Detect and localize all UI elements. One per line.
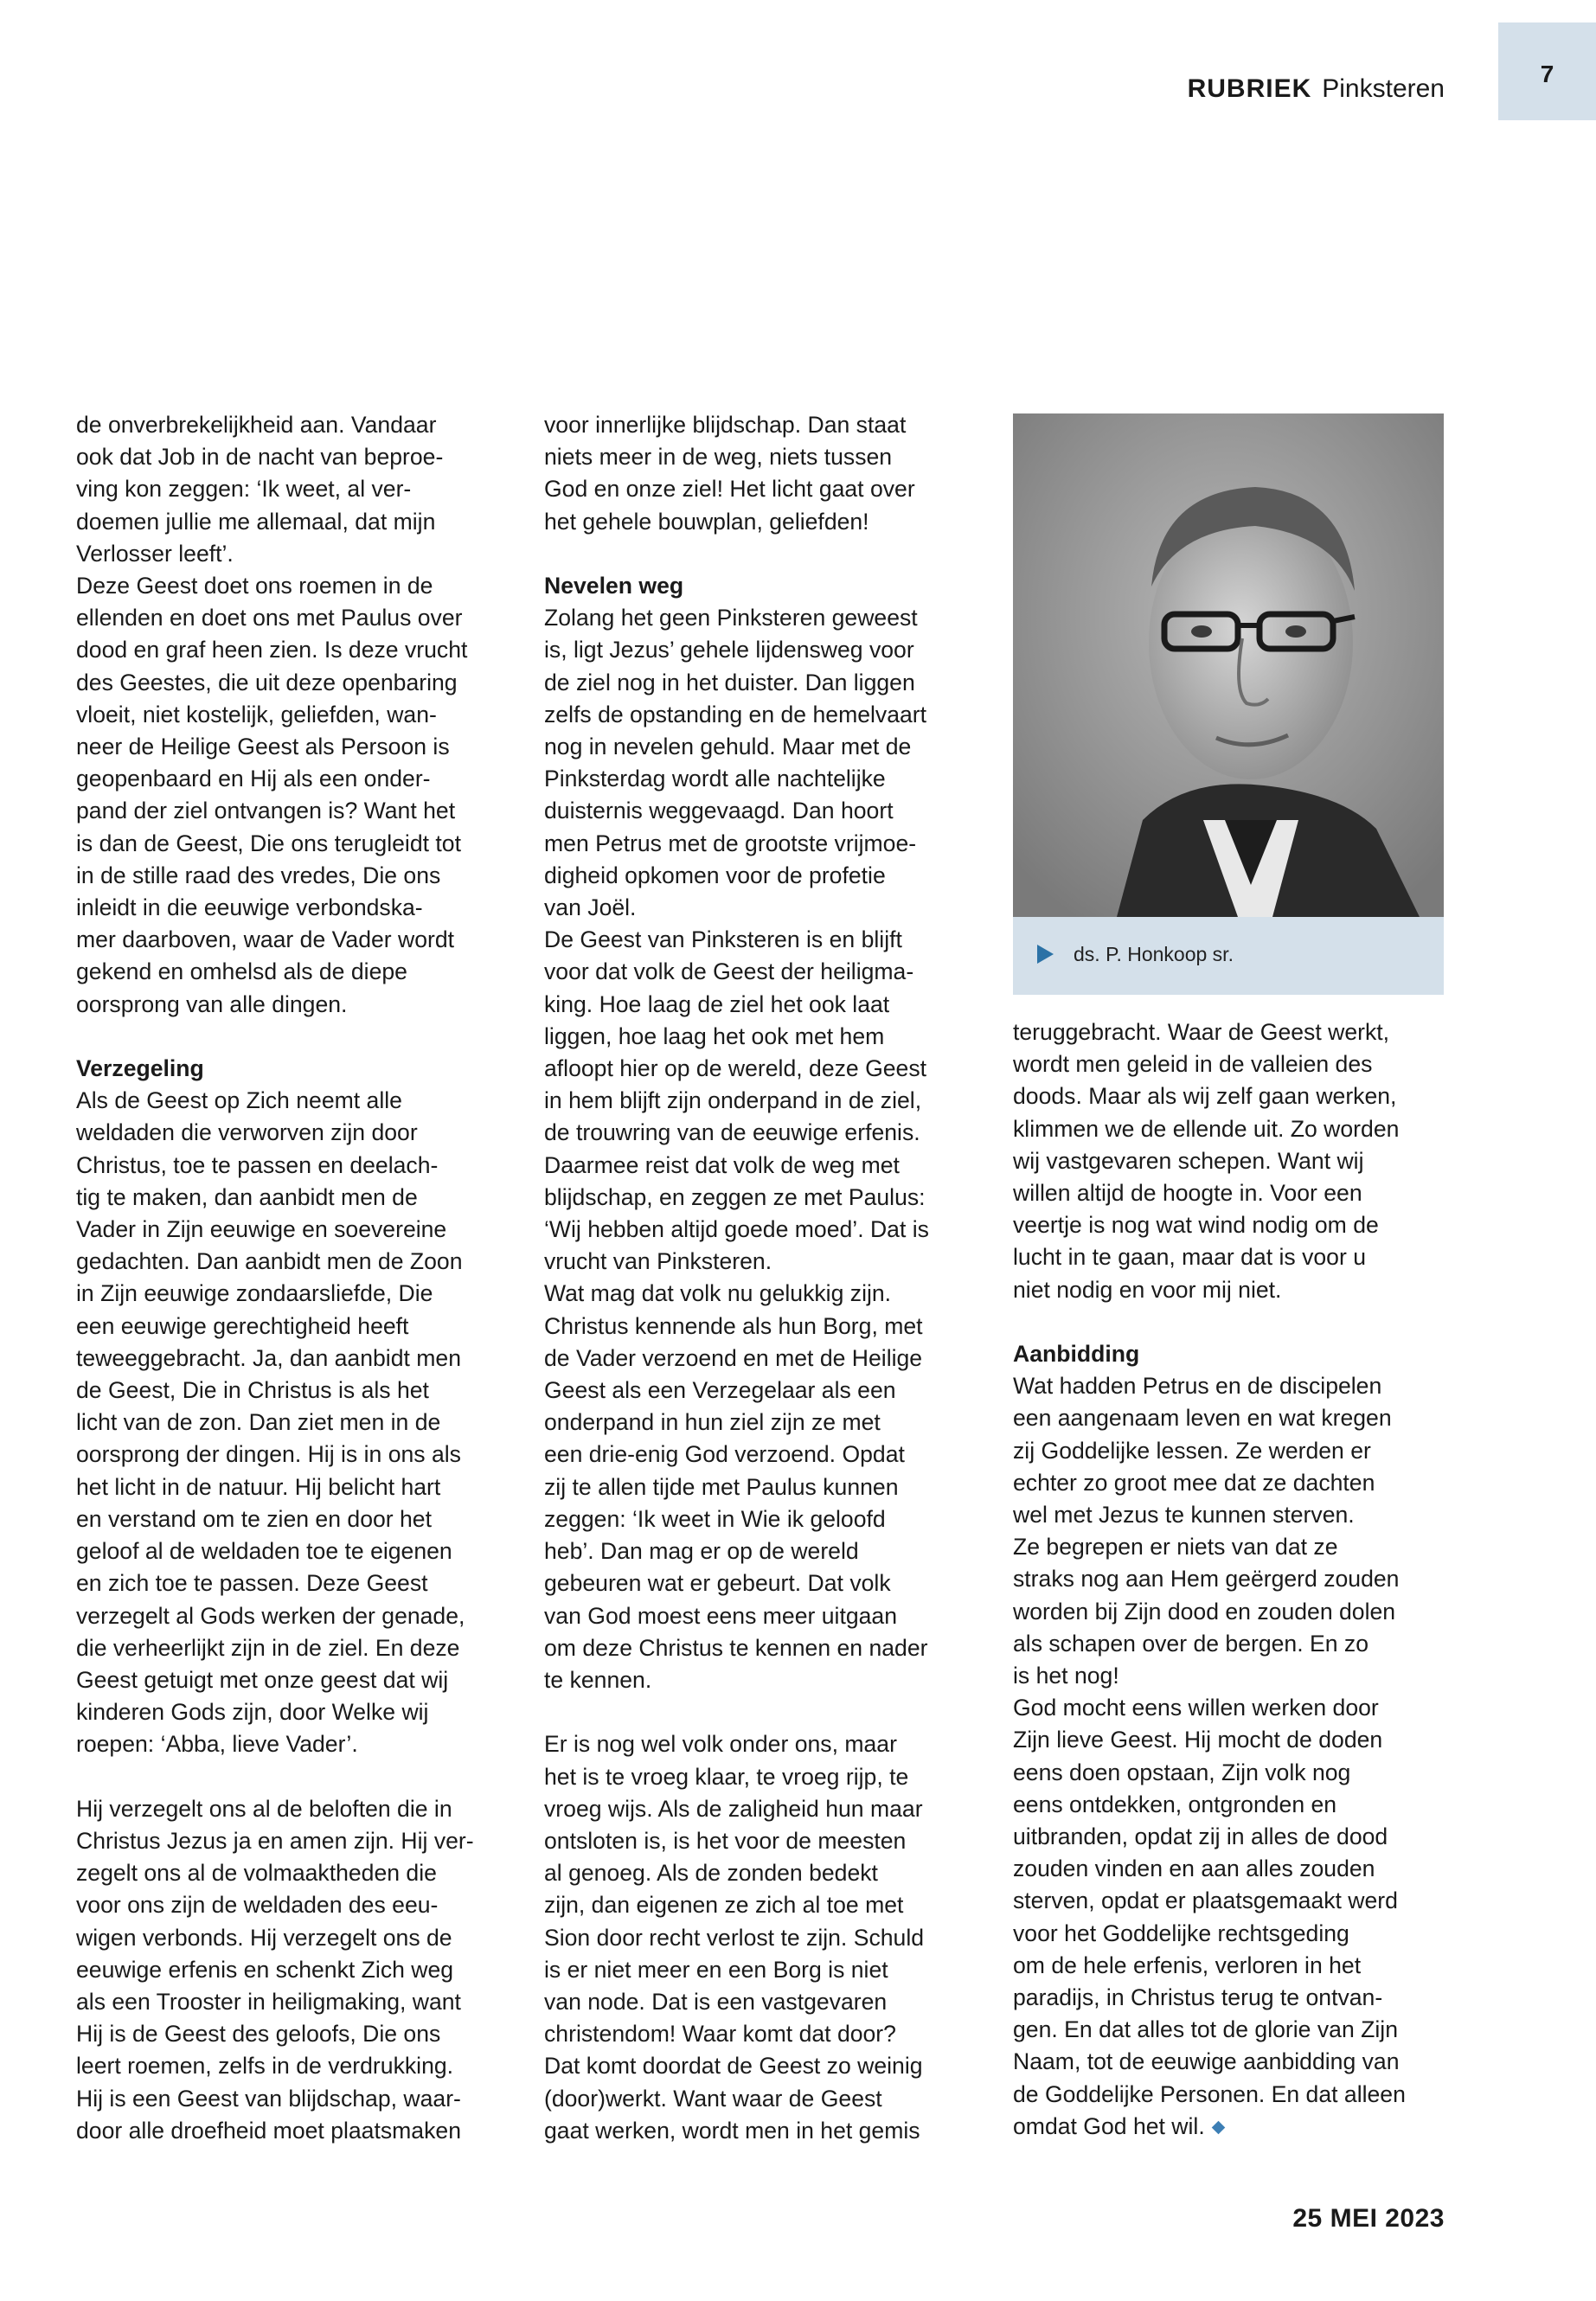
text-line: ellenden en doet ons met Paulus over [76,605,463,631]
text-line: Sion door recht verlost te zijn. Schuld [544,1924,925,1951]
text-line: ‘Wij hebben altijd goede moed’. Dat is [544,1216,929,1243]
play-triangle-icon [1037,945,1054,964]
text-line: is dan de Geest, Die ons terugleidt tot [76,830,461,856]
text-line: doods. Maar als wij zelf gaan werken, [1013,1083,1397,1110]
paragraph-final [1013,1370,1450,2143]
text-line: Christus kennende als hun Borg, met [544,1312,923,1339]
running-header [1188,74,1445,104]
text-line: is er niet meer en een Borg is niet [544,1956,888,1983]
text-line: men Petrus met de grootste vrijmoe- [544,830,917,856]
paragraph [544,1728,994,2147]
text-line: het licht in de natuur. Hij belicht hart [76,1473,441,1500]
issue-date: 25 MEI 2023 [1292,2204,1445,2233]
text-line: voor innerlijke blijdschap. Dan staat [544,412,907,438]
text-line: door alle droefheid moet plaatsmaken [76,2117,461,2144]
text-line: van God moest eens meer uitgaan [544,1602,898,1629]
text-line: tig te maken, dan aanbidt men de [76,1183,418,1210]
text-line: Dat komt doordat de Geest zo weinig [544,2053,923,2080]
text-line: is, ligt Jezus’ gehele lijdensweg voor [544,637,914,663]
text-line: gaat werken, wordt men in het gemis [544,2117,920,2144]
text-line: veertje is nog wat wind nodig om de [1013,1212,1379,1239]
text-line: heb’. Dan mag er op de wereld [544,1538,859,1565]
text-line: om de hele erfenis, verloren in het [1013,1952,1362,1978]
text-line: wordt men geleid in de valleien des [1013,1051,1373,1078]
end-diamond-icon [1211,2121,1225,2135]
paragraph [76,409,526,1021]
text-line: die verheerlijkt zijn in de ziel. En deze [76,1634,460,1661]
text-line: het is te vroeg klaar, te vroeg rijp, te [544,1763,909,1790]
text-line: Verlosser leeft’. [76,540,234,567]
text-line: mer daarboven, waar de Vader wordt [76,926,455,953]
text-line: zij te allen tijde met Paulus kunnen [544,1473,899,1500]
text-line: inleidt in die eeuwige verbondska- [76,894,423,921]
text-line: de ziel nog in het duister. Dan liggen [544,669,915,695]
text-line: van node. Dat is een vastgevaren [544,1988,888,2015]
text-line: (door)werkt. Want waar de Geest [544,2085,882,2112]
text-line: echter zo groot mee dat ze dachten [1013,1469,1375,1496]
text-line: vloeit, niet kostelijk, geliefden, wan- [76,701,437,727]
text-line: oorsprong van alle dingen. [76,990,348,1017]
text-line: wel met Jezus te kunnen sterven. [1013,1502,1355,1529]
text-line: neer de Heilige Geest als Persoon is [76,734,450,760]
text-line: om deze Christus te kennen en nader [544,1634,928,1661]
text-line: de trouwring van de eeuwige erfenis. [544,1119,920,1146]
text-line: pand der ziel ontvangen is? Want het [76,798,456,824]
text-line: Naam, tot de eeuwige aanbidding van [1013,2048,1400,2075]
text-line: geopenbaard en Hij als een onder- [76,766,431,792]
paragraph [544,602,994,1696]
text-line: in hem blijft zijn onderpand in de ziel, [544,1087,922,1114]
text-line: zelfs de opstanding en de hemelvaart [544,701,927,727]
article-column-1 [76,409,526,2147]
text-line: gebeuren wat er gebeurt. Dat volk [544,1570,891,1597]
text-line: zouden vinden en aan alles zouden [1013,1856,1375,1882]
text-line: Zijn lieve Geest. Hij mocht de doden [1013,1727,1383,1753]
text-line: de Vader verzoend en met de Heilige [544,1344,923,1371]
text-line: christendom! Waar komt dat door? [544,2021,896,2048]
text-line: Christus, toe te passen en deelach- [76,1151,439,1178]
text-line: zeggen: ‘Ik weet in Wie ik geloofd [544,1505,886,1532]
text-line: eeuwige erfenis en schenkt Zich weg [76,1956,454,1983]
text-line: een eeuwige gerechtigheid heeft [76,1312,409,1339]
text-line: Geest getuigt met onze geest dat wij [76,1666,449,1693]
text-line: Hij verzegelt ons al de beloften die in [76,1795,452,1822]
text-line: ving kon zeggen: ‘Ik weet, al ver- [76,476,412,503]
text-line: in de stille raad des vredes, Die ons [76,862,441,888]
text-line: Wat mag dat volk nu gelukkig zijn. [544,1280,892,1307]
text-line: vrucht van Pinksteren. [544,1248,772,1275]
portrait-illustration [1013,413,1444,917]
text-line: als schapen over de bergen. En zo [1013,1630,1368,1657]
text-line: het gehele bouwplan, geliefden! [544,508,869,535]
text-line: eens ontdekken, ontgronden en [1013,1791,1337,1817]
text-line: de Goddelijke Personen. En dat alleen [1013,2080,1406,2107]
paragraph [76,1085,526,1760]
text-line: eens doen opstaan, Zijn volk nog [1013,1759,1351,1785]
text-line: is het nog! [1013,1663,1119,1689]
text-line: paradijs, in Christus terug te ontvan- [1013,1984,1383,2011]
text-line: gen. En dat alles tot de glorie van Zijn [1013,2016,1398,2043]
text-line: digheid opkomen voor de profetie [544,862,886,888]
text-line: dood en graf heen zien. Is deze vrucht [76,637,468,663]
text-line: straks nog aan Hem geërgerd zouden [1013,1566,1400,1593]
subheading-verzegeling: Verzegeling [76,1055,204,1082]
text-line: God mocht eens willen werken door [1013,1695,1379,1721]
text-line: teweeggebracht. Ja, dan aanbidt men [76,1344,462,1371]
text-line: Zolang het geen Pinksteren geweest [544,605,918,631]
portrait-photo [1013,413,1444,917]
text-line: te kennen. [544,1666,652,1693]
text-line: lucht in te gaan, maar dat is voor u [1013,1244,1366,1271]
text-line: Wat hadden Petrus en de discipelen [1013,1373,1382,1400]
text-line: Ze begrepen er niets van dat ze [1013,1534,1338,1561]
text-line: teruggebracht. Waar de Geest werkt, [1013,1019,1390,1045]
text-line: afloopt hier op de wereld, deze Geest [544,1055,927,1082]
text-line: zijn, dan eigenen ze zich al toe met [544,1892,904,1919]
paragraph [1013,1016,1450,1306]
text-line: king. Hoe laag de ziel het ook laat [544,990,890,1017]
text-line: een aangenaam leven en wat kregen [1013,1405,1392,1432]
text-line: Daarmee reist dat volk de weg met [544,1151,900,1178]
text-line: wij vastgevaren schepen. Want wij [1013,1147,1364,1174]
text-line: in Zijn eeuwige zondaarsliefde, Die [76,1280,433,1307]
subheading-aanbidding: Aanbidding [1013,1341,1140,1368]
text-line: onderpand in hun ziel zijn ze met [544,1409,881,1436]
text-line: Hij is de Geest des geloofs, Die ons [76,2021,441,2048]
text-line: de onverbrekelijkheid aan. Vandaar [76,412,437,438]
text-line: en verstand om te zien en door het [76,1505,432,1532]
text-line: omdat God het wil. [1013,2111,1450,2143]
article-column-3 [1013,1016,1450,2143]
text-line: nog in nevelen gehuld. Maar met de [544,734,912,760]
text-line: Pinksterdag wordt alle nachtelijke [544,766,886,792]
text-line: vroeg wijs. Als de zaligheid hun maar [544,1795,923,1822]
text-line: roepen: ‘Abba, lieve Vader’. [76,1731,358,1758]
text-line: niets meer in de weg, niets tussen [544,444,893,471]
article-column-2 [544,409,994,2147]
text-line: des Geestes, die uit deze openbaring [76,669,458,695]
text-line: worden bij Zijn dood en zouden dolen [1013,1598,1396,1625]
text-line: sterven, opdat er plaatsgemaakt werd [1013,1888,1398,1914]
text-line: niet nodig en voor mij niet. [1013,1276,1282,1303]
section-title: Pinksteren [1322,74,1445,103]
paragraph [76,1793,526,2147]
text-line: Christus Jezus ja en amen zijn. Hij ver- [76,1827,474,1854]
text-line: verzegelt al Gods werken der genade, [76,1602,465,1629]
text-line: wigen verbonds. Hij verzegelt ons de [76,1924,452,1951]
text-line: leert roemen, zelfs in de verdrukking. [76,2053,454,2080]
photo-caption: ds. P. Honkoop sr. [1074,943,1234,965]
photo-caption-box [1013,917,1444,995]
text-line: gekend en omhelsd als de diepe [76,958,407,985]
text-line: Als de Geest op Zich neemt alle [76,1087,402,1114]
text-line: van Joël. [544,894,637,921]
text-line: Geest als een Verzegelaar als een [544,1377,896,1404]
text-line: Er is nog wel volk onder ons, maar [544,1731,897,1758]
text-line: ontsloten is, is het voor de meesten [544,1827,907,1854]
text-line: weldaden die verworven zijn door [76,1119,418,1146]
text-line: geloof al de weldaden toe te eigenen [76,1538,452,1565]
text-line: doemen jullie me allemaal, dat mijn [76,508,436,535]
text-line: Hij is een Geest van blijdschap, waar- [76,2085,461,2112]
page-number-tab: 7 [1498,22,1596,120]
text-line: Deze Geest doet ons roemen in de [76,573,433,599]
text-line: duisternis weggevaagd. Dan hoort [544,798,894,824]
text-line: willen altijd de hoogte in. Voor een [1013,1180,1362,1207]
text-line: uitbranden, opdat zij in alles de dood [1013,1823,1388,1850]
text-line: De Geest van Pinksteren is en blijft [544,926,902,953]
text-line: God en onze ziel! Het licht gaat over [544,476,915,503]
text-line: als een Trooster in heiligmaking, want [76,1988,461,2015]
text-line: een drie-enig God verzoend. Opdat [544,1441,905,1468]
text-line: zij Goddelijke lessen. Ze werden er [1013,1437,1371,1464]
text-line: liggen, hoe laag het ook met hem [544,1022,885,1049]
text-line: licht van de zon. Dan ziet men in de [76,1409,441,1436]
text-line: oorsprong der dingen. Hij is in ons als [76,1441,461,1468]
text-line: voor ons zijn de weldaden des eeu- [76,1892,439,1919]
text-line: ook dat Job in de nacht van beproe- [76,444,444,471]
subheading-nevelen-weg: Nevelen weg [544,573,684,599]
text-line: zegelt ons al de volmaaktheden die [76,1860,437,1887]
text-line: voor het Goddelijke rechtsgeding [1013,1920,1349,1946]
text-line: blijdschap, en zeggen ze met Paulus: [544,1183,926,1210]
paragraph [544,409,994,538]
text-line: Vader in Zijn eeuwige en soevereine [76,1216,447,1243]
text-line: voor dat volk de Geest der heiligma- [544,958,914,985]
section-label: RUBRIEK [1187,74,1312,103]
text-line: al genoeg. Als de zonden bedekt [544,1860,878,1887]
text-line: gedachten. Dan aanbidt men de Zoon [76,1248,463,1275]
text-line: klimmen we de ellende uit. Zo worden [1013,1115,1400,1142]
text-line: kinderen Gods zijn, door Welke wij [76,1699,429,1726]
text-line: en zich toe te passen. Deze Geest [76,1570,428,1597]
text-line: de Geest, Die in Christus is als het [76,1377,429,1404]
